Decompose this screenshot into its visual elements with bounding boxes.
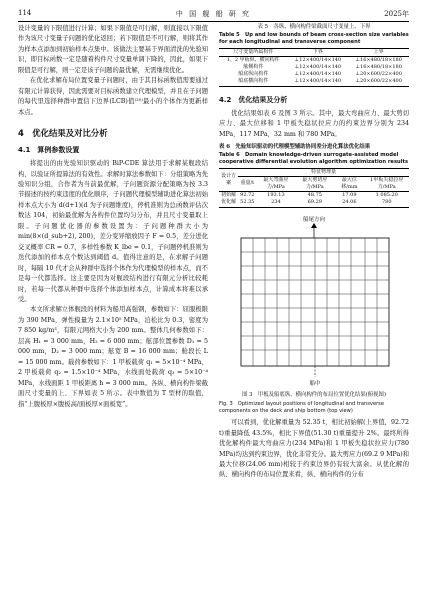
table-cell: 92.72 [240, 192, 255, 199]
table-header: 上界 [373, 48, 384, 55]
table-header: 设计方案 [219, 168, 238, 192]
table-header: 最大剪切应力/MPa [302, 176, 328, 190]
table-cell: 780 [382, 199, 392, 206]
table-cell: 193.13 [267, 192, 285, 199]
stern-direction-label: 船尾方向 [302, 216, 326, 223]
journal-year: 2025年 [384, 10, 409, 18]
table5 [219, 48, 409, 87]
table-cell: 234 [271, 199, 281, 206]
table-cell: 优化解 [221, 199, 237, 206]
section-heading: 4 优化结果及对比分析 [18, 128, 108, 139]
paragraph: 在优化求解布局位置变量子问题时，由于其目标函数值需要通过有限元计算获得，因此需要对目标函数建立代理模型，并且在子问题的每代里选择种群中置信下边界(LCB)值⁽²⁰⁾最小的个体作为更新样本点。 [18, 77, 208, 116]
paragraph: 本文所求解立体舰段的材料为船用高强钢，参数如下：屈服极限为 390 MPa，弹性模量为 2.1×10⁵ MPa，泊松比为 0.3，密度为 7 850 kg/m³，有限元网格大小为 200 mm。整体几何参数如下：层高 H₁ = 3 000 mm，H₂ = 6 000 mm；舷部位置参数 D₁ = 5 000 mm，D₂ = 3 000 mm；舷宽 B = 16 000 mm；舱段长 L = 15 000 mm。载荷参数如下：1 甲板载荷 q₁ = 5×10⁻⁴ MPa，2 甲板载荷 q₂ = 1.5×10⁻⁴ MPa，水线面处载荷 q₃ = 5×10⁻⁴ MPa，水线面距 1 甲板距离 h = 3 000 mm。各纵、横向构件梁截面尺寸变量的上、下界如表 5 所示。表中数值为 T 型材的取值，指“上腹板厚×腹板高/面板厚×面板宽”。 [18, 306, 208, 408]
table-cell: ⊥16×480/18×180 [355, 56, 402, 63]
table-cell: ⊥12×400/14×140 [294, 71, 342, 78]
table-cell: 船底横向构件 [238, 78, 269, 85]
table5-caption-en: Table 5 Up and low bounds of beam cross-section size variables for each longitudinal and transverse component [219, 31, 409, 45]
subsection-heading: 4.2 优化结果及分析 [219, 95, 288, 104]
table-cell: 初始解 [221, 192, 237, 199]
table-header: 重量/t [240, 180, 255, 187]
table-cell: ⊥12×400/14×140 [294, 78, 342, 85]
arrow-head-icon [311, 223, 317, 228]
table-row [219, 199, 409, 207]
header-rule [18, 21, 409, 22]
layout-diagram [219, 212, 409, 390]
table-row [219, 78, 409, 86]
right-column [219, 24, 409, 481]
paragraph: 将提出的由先验知识驱动的 BiP-CDE 算法用于求解某舰段结构，以验证所提算法的有效性。求解时算法参数如下：分组策略为先验知识分组，合作者为当前最优解，子问题资源分配策略为按 3.3 节描述的按约束违度的优化顺序，子问题代理模型辅助进化算法初始样本点大小为 d(d+1)(d 为子问题维度)，停机准则为总函数评估次数达 104，初始最优解为各构件位置均匀分布，并且尺寸变量取上限。子问题优化器的参数设置为：子问题种群大小为 min(8×(d_sub+2), 200)，差分变异缩放因子 F = 0.5，差分进化交叉概率 CR = 0.7，多样性参数 K_lbe = 0.1，子问题停机准则为迭代添加的样本点个数达到阈值 d。值得注意的是，在求解子问题时，每隔 10 代才会从种群中选择个体作为代理模型的样本点，而不是每一代都选择。这主要是因为对舰段结构进行有限元分析比较耗时，若每一代都从种群中选择个体添加样本点，计算成本将难以承受。 [18, 160, 208, 303]
journal-title: 中 国 舰 船 研 究 [175, 10, 252, 18]
table-cell: ⊥20×600/22×400 [355, 71, 402, 78]
table-row [219, 192, 409, 200]
table-cell: ⊥16×480/18×180 [355, 64, 402, 70]
paragraph: 可以看到，优化解重量为 52.35 t，相比初始解(上界值，92.72 t)重量降低 43.5%，相比下界值(51.30 t)重量提升 2%。最终所得优化解构件最大弯曲应力(234 MPa)和 1 甲板失稳状拉应力(780 MPa)均达到约束边界，优化非常充分。最大剪应力(69.2 9 MPa)和最大位移(24.06 mm)相较于约束边界仍有较大富余。从优化解的纵、横向构件的布局位置来看，纵、横向构件的分布 [219, 419, 409, 479]
table-cell: ⊥12×400/14×140 [294, 64, 342, 70]
left-column [18, 24, 208, 410]
figure3 [219, 212, 409, 390]
table-header: 最大弯曲应力/MPa [263, 176, 289, 190]
table-cell: ⊥20×600/22×400 [355, 78, 402, 85]
table6-caption-en: Table 6 Domain knowledge-driven surrogate-assisted model cooperative differential evolution algorithm optimization results [219, 151, 409, 165]
table5-caption: 表 5 各纵、横向构件梁截面尺寸变量上、下界 [257, 24, 371, 30]
table-cell: 24.06 [342, 199, 357, 206]
paragraph: 设计变量的下限值进行计算；如果下限值是可行解，则直接以下限值作为该尺寸变量子问题的优化返回；若下限值是不可行解，则将其作为样本点添加到初始样本点集中。该做法主要基于界面清洗的先验知识，即目标函数一定是随着构件尺寸变量单调下降的，因此，如果下限值是可行解，则一定是该子问题的最优解，无需继续优化。 [18, 25, 208, 74]
midship-label: 船中 [309, 380, 321, 387]
table-header: 尺寸变量所属构件 [233, 48, 274, 55]
table-cell: ⊥12×400/14×140 [294, 56, 342, 63]
table-cell: 1、2 甲板纵、横向构件 [226, 56, 280, 63]
table6-caption: 表 6 先验知识驱动的代理模型辅助协同差分进化算法优化结果 [219, 143, 371, 150]
figure3-caption-en: Fig. 3 Optimized layout positions of longitudinal and transverse components on the deck and ship bottom (top view) [219, 401, 384, 415]
component-grid [241, 238, 389, 366]
table-cell: 船底纵向构件 [238, 71, 269, 78]
subsection-heading: 4.1 算例参数设置 [18, 146, 80, 155]
table-header: 1甲板失稳拉应力/MPa [370, 176, 404, 190]
figure3-caption: 图 3 甲板及船底纵、横向构件的布局位置优化结果(俯视图) [241, 391, 387, 398]
table-cell: 52.35 [240, 199, 255, 206]
page-number: 114 [18, 9, 32, 17]
table-header: 下界 [312, 48, 323, 55]
table-cell: 69.29 [307, 199, 322, 206]
table-cell: 1 085.20 [375, 192, 398, 199]
table-row [219, 56, 409, 64]
table-cell: 48.75 [307, 192, 322, 199]
table-cell: 17.09 [342, 192, 357, 199]
table-cell: 舷侧构件 [243, 64, 264, 70]
paragraph: 优化结果如表 6 及图 3 所示。其中，最大弯曲应力、最大剪切应力、最大位移和 1 甲板失稳状拉应力的约束边界分别为 234 MPa，117 MPa，32 mm 和 780 MPa。 [219, 109, 409, 138]
table6 [219, 168, 409, 208]
table-header: 最大位移/mm [341, 176, 358, 190]
page-header [18, 9, 409, 19]
table-header: 特征物理量 [238, 168, 409, 176]
